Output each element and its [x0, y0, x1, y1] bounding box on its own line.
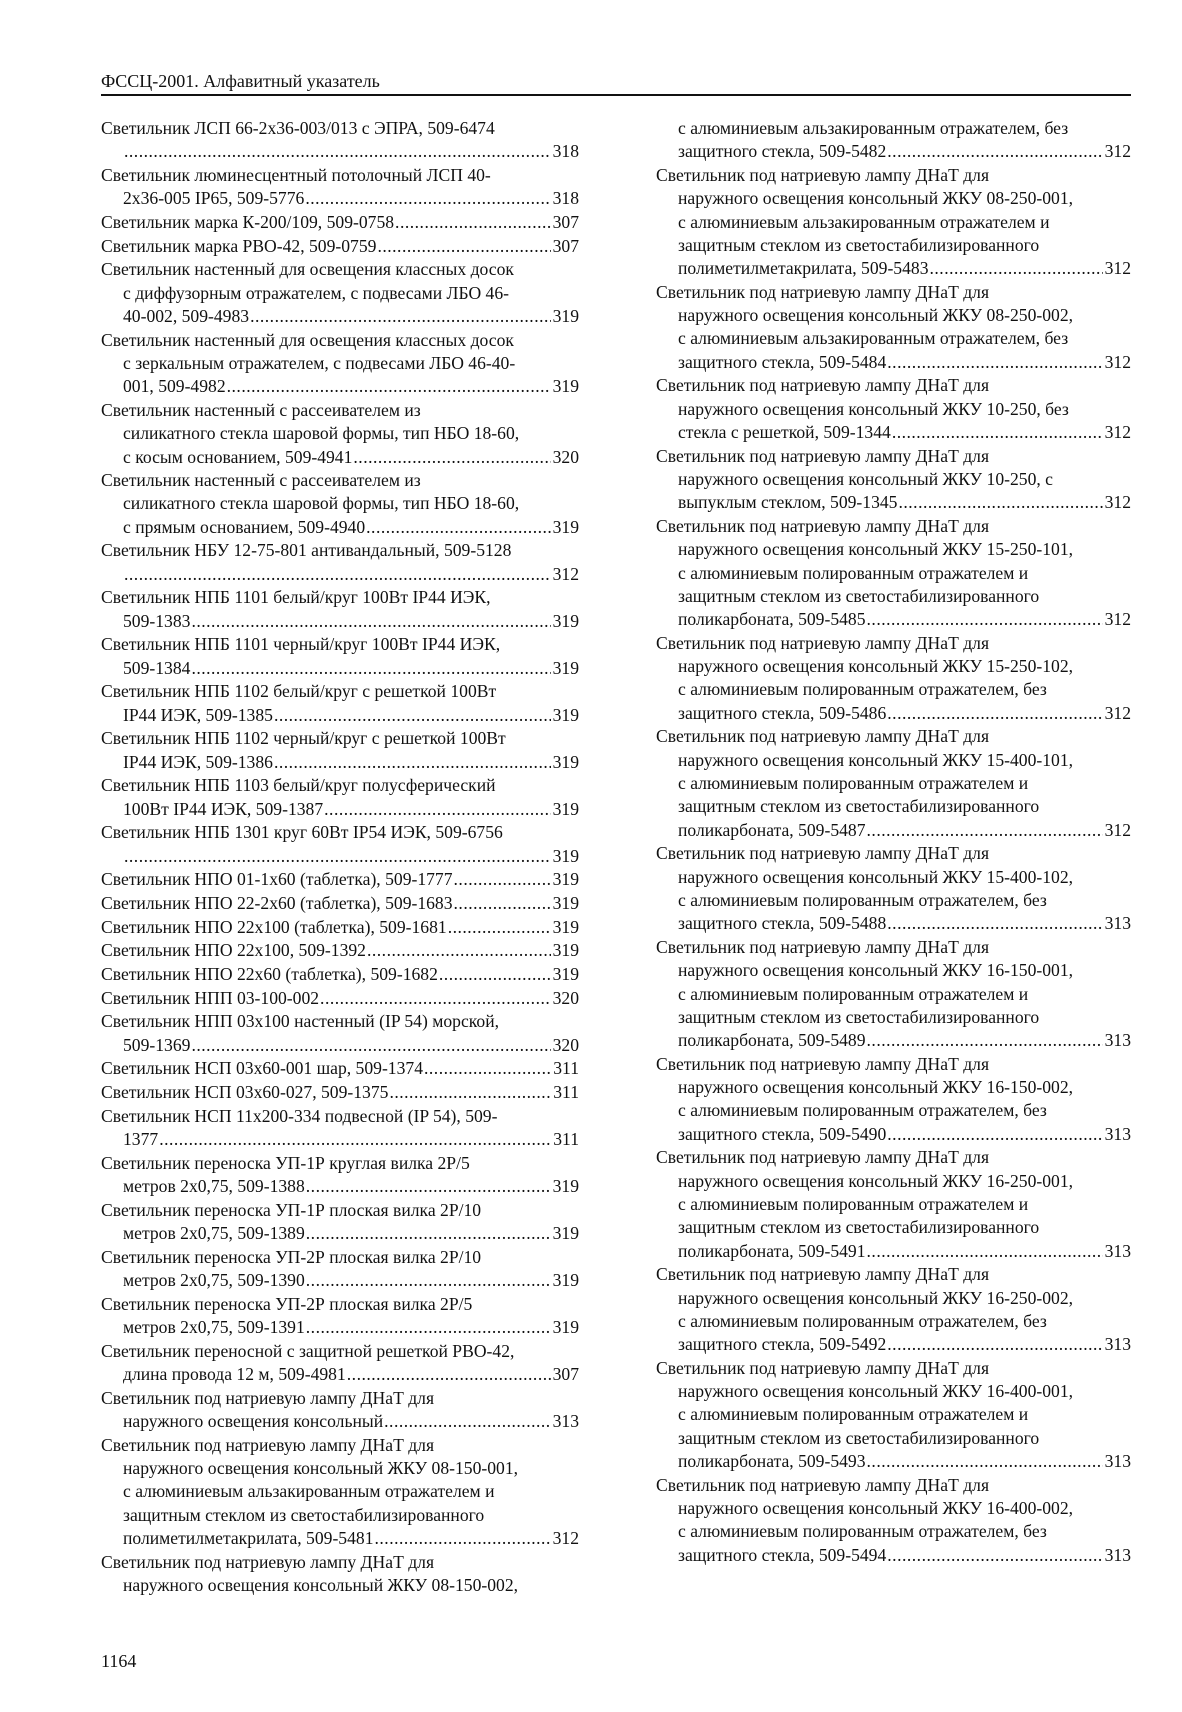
index-page-ref: 319	[552, 516, 579, 537]
index-entry	[656, 445, 1131, 515]
index-entry-text: с косым основанием, 509-4941	[123, 446, 353, 467]
index-entry-text: с диффузорным отражателем, с подвесами ЛБО 46-	[123, 282, 510, 303]
index-entry-text: силикатного стекла шаровой формы, тип НБО 18-60,	[123, 423, 520, 444]
index-entry-text: Светильник под натриевую лампу ДНаТ для	[101, 1434, 435, 1455]
index-page-ref: 319	[552, 1317, 579, 1338]
index-entry	[101, 1057, 579, 1080]
dot-leader	[124, 140, 551, 163]
index-entry-text: Светильник НПБ 1301 круг 60Вт IP54 ИЭК, 509-6756	[101, 822, 503, 843]
index-entry-text: Светильник под натриевую лампу ДНаТ для	[656, 1053, 990, 1074]
index-entry-text: защитным стеклом из светостабилизированного	[678, 585, 1040, 606]
index-page-ref: 319	[552, 704, 579, 725]
index-entry-text: Светильник НПО 22х100, 509-1392	[101, 940, 366, 961]
index-entry	[101, 258, 579, 328]
dot-leader	[887, 912, 1102, 935]
index-entry-text: Светильник переноска УП-2Р плоская вилка 2Р/10	[101, 1246, 482, 1267]
index-entry	[656, 842, 1131, 935]
dot-leader	[305, 187, 550, 210]
index-entry-text: защитного стекла, 509-5486	[678, 702, 887, 723]
index-entry-text: наружного освещения консольный ЖКУ 15-400-101,	[678, 749, 1074, 770]
index-entry	[101, 117, 579, 164]
dot-leader	[366, 516, 550, 539]
index-entry-text: наружного освещения консольный ЖКУ 16-250-002,	[678, 1287, 1074, 1308]
index-entry-text: Светильник под натриевую лампу ДНаТ для	[656, 516, 990, 536]
index-entry-text: защитным стеклом из светостабилизированного	[123, 1504, 485, 1525]
index-page-ref: 311	[553, 1058, 579, 1079]
index-entry-text: наружного освещения консольный ЖКУ 15-250-102,	[678, 656, 1074, 677]
index-entry	[656, 1053, 1131, 1146]
index-entry-text: защитным стеклом из светостабилизированного	[678, 234, 1040, 255]
index-entry	[101, 1199, 579, 1246]
index-entry-text: Светильник НСП 11х200-334 подвесной (IP 54), 509-	[101, 1105, 498, 1126]
index-entry-text: Светильник НСП 03х60-027, 509-1375	[101, 1082, 389, 1103]
dot-leader	[320, 987, 551, 1010]
index-page-ref: 319	[552, 1270, 579, 1291]
dot-leader	[274, 751, 551, 774]
index-entry-text: Светильник марка РВО-42, 509-0759	[101, 235, 377, 256]
index-entry	[101, 1246, 579, 1293]
index-entry	[101, 211, 579, 234]
index-entry	[101, 821, 579, 868]
dot-leader	[250, 305, 551, 328]
index-entry-text: поликарбоната, 509-5493	[678, 1451, 866, 1471]
index-entry-text: метров 2х0,75, 509-1390	[123, 1270, 305, 1291]
index-entry	[101, 1105, 579, 1152]
index-entry-text: Светильник НПО 22-2х60 (таблетка), 509-1683	[101, 893, 453, 914]
index-entry-text: длина провода 12 м, 509-4981	[123, 1364, 346, 1385]
dot-leader	[377, 235, 550, 258]
index-entry	[656, 725, 1131, 841]
index-entry-text: наружного освещения консольный ЖКУ 08-250-001,	[678, 188, 1074, 209]
index-page-ref: 320	[552, 987, 579, 1008]
index-entry	[101, 727, 579, 774]
dot-leader	[324, 798, 550, 821]
index-entry-text: 509-1384	[123, 657, 191, 678]
index-entry-text: защитным стеклом из светостабилизированного	[678, 1427, 1040, 1448]
index-page-ref: 312	[552, 563, 579, 584]
index-entry-text: наружного освещения консольный	[123, 1411, 384, 1432]
index-entry	[101, 680, 579, 727]
index-entry-text: Светильник под натриевую лампу ДНаТ для	[656, 445, 990, 466]
index-page-ref: 318	[552, 141, 579, 162]
index-entry	[101, 1387, 579, 1434]
dot-leader	[424, 1057, 551, 1080]
index-entry-text: 001, 509-4982	[123, 376, 226, 397]
index-page-ref: 313	[1104, 1123, 1131, 1144]
index-entry	[101, 868, 579, 891]
index-entry-text: метров 2х0,75, 509-1391	[123, 1317, 305, 1338]
index-entry-text: Светильник переноска УП-1Р круглая вилка 2Р/5	[101, 1152, 470, 1173]
index-entry-text: Светильник ЛСП 66-2х36-003/013 с ЭПРА, 509-6474	[101, 118, 495, 138]
index-entry-text: Светильник НСП 03х60-001 шар, 509-1374	[101, 1058, 423, 1079]
index-entry-text: наружного освещения консольный ЖКУ 16-400-001,	[678, 1381, 1074, 1402]
index-entry-text: Светильник НПП 03х100 настенный (IP 54) морской,	[101, 1011, 500, 1032]
index-entry-text: с алюминиевым полированным отражателем и	[678, 562, 1029, 583]
dot-leader	[353, 446, 550, 469]
index-entry-text: Светильник настенный с рассеивателем из	[101, 399, 421, 420]
index-entry	[656, 281, 1131, 374]
index-entry-text: с алюминиевым полированным отражателем и	[678, 1404, 1029, 1425]
dot-leader	[274, 704, 551, 727]
index-page-ref: 307	[552, 1364, 579, 1385]
index-entry-text: 40-002, 509-4983	[123, 305, 250, 326]
index-entry-text: с алюминиевым альзакированным отражателем, без	[678, 328, 1069, 349]
dot-leader	[887, 1333, 1102, 1356]
index-page-ref: 319	[552, 869, 579, 890]
index-entry-text: защитным стеклом из светостабилизированного	[678, 1006, 1040, 1027]
index-entry-text: поликарбоната, 509-5485	[678, 609, 866, 630]
index-page-ref: 313	[552, 1411, 579, 1432]
index-page-ref: 307	[552, 235, 579, 256]
dot-leader	[306, 1175, 551, 1198]
dot-leader	[454, 892, 551, 915]
index-entry	[101, 1152, 579, 1199]
index-entry-text: Светильник под натриевую лампу ДНаТ для	[656, 1474, 990, 1495]
dot-leader	[867, 1240, 1103, 1263]
index-entry	[656, 936, 1131, 1052]
dot-leader	[930, 257, 1103, 280]
dot-leader	[124, 563, 551, 586]
index-entry-text: Светильник настенный для освещения классных досок	[101, 329, 514, 350]
index-page-ref: 312	[1104, 422, 1131, 443]
index-entry-text: Светильник НПБ 1103 белый/круг полусферический	[101, 775, 496, 796]
index-entry-text: 509-1383	[123, 610, 191, 631]
index-entry-text: поликарбоната, 509-5489	[678, 1030, 866, 1051]
index-entry-text: защитным стеклом из светостабилизированного	[678, 1217, 1040, 1238]
index-entry	[656, 1474, 1131, 1567]
index-entry-text: 509-1369	[123, 1034, 191, 1055]
index-page-ref: 319	[552, 657, 579, 678]
index-page-ref: 312	[1104, 351, 1131, 372]
index-entry	[656, 515, 1131, 631]
index-entry-text: с алюминиевым полированным отражателем и	[678, 773, 1029, 794]
index-page-ref: 313	[1104, 1544, 1131, 1565]
index-entry-text: Светильник под натриевую лампу ДНаТ для	[656, 375, 990, 396]
index-page-ref: 319	[552, 845, 579, 866]
index-entry	[101, 1293, 579, 1340]
index-entry	[101, 235, 579, 258]
index-page-ref: 320	[552, 1034, 579, 1055]
index-entry-text: защитного стекла, 509-5488	[678, 913, 887, 934]
index-entry-text: наружного освещения консольный ЖКУ 08-150-001,	[123, 1458, 519, 1479]
index-entry	[101, 963, 579, 986]
index-entry	[101, 987, 579, 1010]
index-page-ref: 313	[1104, 913, 1131, 934]
index-entry	[656, 117, 1131, 164]
index-entry-text: защитного стекла, 509-5490	[678, 1123, 887, 1144]
index-entry-text: наружного освещения консольный ЖКУ 15-250-101,	[678, 539, 1074, 560]
index-entry-text: IP44 ИЭК, 509-1385	[123, 704, 273, 725]
index-entry-text: IP44 ИЭК, 509-1386	[123, 751, 273, 772]
dot-leader	[306, 1316, 551, 1339]
index-entry-text: защитного стекла, 509-5484	[678, 351, 887, 372]
index-page-ref: 312	[1104, 141, 1131, 162]
index-entry-text: наружного освещения консольный ЖКУ 08-150-002,	[123, 1574, 519, 1595]
index-page-ref: 319	[552, 940, 579, 961]
dot-leader	[306, 1269, 551, 1292]
index-page-ref: 319	[552, 376, 579, 397]
dot-leader	[867, 1450, 1103, 1473]
index-entry	[656, 632, 1131, 725]
index-entry-text: Светильник под натриевую лампу ДНаТ для	[656, 843, 990, 864]
index-page-ref: 319	[552, 1176, 579, 1197]
index-page-ref: 318	[552, 188, 579, 209]
index-page-ref: 319	[552, 964, 579, 985]
index-entry-text: наружного освещения консольный ЖКУ 16-150-001,	[678, 960, 1074, 981]
index-entry	[101, 633, 579, 680]
index-page-ref: 312	[1104, 258, 1131, 279]
index-entry-text: Светильник НПБ 1101 белый/круг 100Вт IP44 ИЭК,	[101, 587, 491, 608]
index-entry-text: защитного стекла, 509-5494	[678, 1544, 887, 1565]
index-entry-text: Светильник НПБ 1102 белый/круг с решеткой 100Вт	[101, 681, 497, 702]
index-page-ref: 319	[552, 305, 579, 326]
dot-leader	[384, 1410, 550, 1433]
index-entry-text: Светильник НБУ 12-75-801 антивандальный, 509-5128	[101, 540, 512, 561]
dot-leader	[867, 819, 1103, 842]
index-entry-text: защитным стеклом из светостабилизированного	[678, 796, 1040, 817]
index-page-ref: 313	[1104, 1240, 1131, 1261]
index-entry	[101, 399, 579, 469]
index-entry-text: с алюминиевым полированным отражателем, без	[678, 1310, 1047, 1331]
index-entry-text: с алюминиевым полированным отражателем, без	[678, 1100, 1047, 1121]
index-entry	[101, 1081, 579, 1104]
index-page-ref: 319	[552, 751, 579, 772]
index-entry-text: с алюминиевым альзакированным отражателем и	[123, 1481, 495, 1502]
index-page-ref: 319	[552, 916, 579, 937]
dot-leader	[367, 939, 551, 962]
index-entry-text: Светильник под натриевую лампу ДНаТ для	[656, 164, 990, 185]
index-page-ref: 320	[552, 446, 579, 467]
index-entry-text: наружного освещения консольный ЖКУ 10-250, без	[678, 398, 1069, 419]
dot-leader	[389, 1081, 551, 1104]
index-entry	[101, 774, 579, 821]
index-entry-text: с алюминиевым полированным отражателем, без	[678, 679, 1047, 700]
index-entry-text: Светильник под натриевую лампу ДНаТ для	[656, 1147, 990, 1168]
index-entry	[101, 329, 579, 399]
index-entry-text: полиметилметакрилата, 509-5481	[123, 1527, 374, 1548]
index-entry-text: с алюминиевым альзакированным отражателем и	[678, 211, 1050, 232]
index-entry-text: Светильник под натриевую лампу ДНаТ для	[656, 726, 990, 747]
index-entry-text: Светильник под натриевую лампу ДНаТ для	[656, 1264, 990, 1285]
index-page-ref: 313	[1104, 1030, 1131, 1051]
index-page-ref: 311	[553, 1129, 579, 1150]
header-rule	[101, 94, 1131, 96]
index-entry	[101, 539, 579, 586]
index-entry-text: наружного освещения консольный ЖКУ 08-250-002,	[678, 305, 1074, 326]
index-entry	[101, 1434, 579, 1550]
index-entry-text: Светильник марка К-200/109, 509-0758	[101, 211, 395, 232]
index-column-left	[101, 117, 579, 1598]
index-entry-text: с зеркальным отражателем, с подвесами ЛБО 46-40-	[123, 352, 516, 373]
dot-leader	[867, 608, 1103, 631]
dot-leader	[227, 375, 551, 398]
index-entry-text: Светильник переноска УП-2Р плоская вилка 2Р/5	[101, 1293, 473, 1314]
index-page-ref: 313	[1104, 1451, 1131, 1471]
dot-leader	[887, 351, 1102, 374]
dot-leader	[887, 140, 1102, 163]
index-entry-text: полиметилметакрилата, 509-5483	[678, 258, 929, 279]
dot-leader	[124, 845, 551, 868]
index-entry-text: наружного освещения консольный ЖКУ 16-250-001,	[678, 1170, 1074, 1191]
index-entry-text: Светильник переноска УП-1Р плоская вилка 2Р/10	[101, 1199, 482, 1220]
dot-leader	[191, 657, 550, 680]
index-entry-text: Светильник люминесцентный потолочный ЛСП 40-	[101, 164, 491, 185]
index-entry	[101, 916, 579, 939]
dot-leader	[439, 963, 551, 986]
index-entry	[656, 1146, 1131, 1262]
index-entry-text: с алюминиевым полированным отражателем и	[678, 1193, 1029, 1214]
index-page-ref: 312	[1104, 819, 1131, 840]
dot-leader	[887, 1544, 1102, 1567]
running-header: ФССЦ-2001. Алфавитный указатель	[101, 71, 380, 91]
index-entry-text: наружного освещения консольный ЖКУ 16-400-002,	[678, 1497, 1074, 1518]
index-entry	[101, 892, 579, 915]
index-entry	[101, 586, 579, 633]
index-entry	[101, 939, 579, 962]
page-number: 1164	[101, 1651, 137, 1671]
index-entry-text: защитного стекла, 509-5482	[678, 141, 887, 162]
dot-leader	[887, 702, 1102, 725]
index-entry-text: Светильник под натриевую лампу ДНаТ для	[656, 1357, 990, 1378]
index-entry-text: наружного освещения консольный ЖКУ 10-250, с	[678, 469, 1053, 490]
index-page-ref: 319	[552, 610, 579, 631]
index-page-ref: 319	[552, 1223, 579, 1244]
dot-leader	[454, 868, 551, 891]
index-entry-text: метров 2х0,75, 509-1389	[123, 1223, 305, 1244]
index-page-ref: 313	[1104, 1334, 1131, 1355]
index-page-ref: 312	[1104, 702, 1131, 723]
dot-leader	[448, 916, 551, 939]
index-entry-text: выпуклым стеклом, 509-1345	[678, 492, 898, 513]
index-entry-text: Светильник НПП 03-100-002	[101, 987, 320, 1008]
index-entry-text: Светильник НПО 01-1х60 (таблетка), 509-1777	[101, 869, 453, 890]
dot-leader	[191, 610, 550, 633]
dot-leader	[306, 1222, 551, 1245]
index-page-ref: 312	[1104, 492, 1131, 513]
index-entry-text: наружного освещения консольный ЖКУ 15-400-102,	[678, 866, 1074, 887]
index-page-ref: 319	[552, 893, 579, 914]
index-entry	[101, 164, 579, 211]
index-page-ref: 319	[552, 798, 579, 819]
index-entry	[101, 1340, 579, 1387]
index-entry-text: Светильник под натриевую лампу ДНаТ для	[101, 1551, 435, 1572]
index-page-ref: 311	[553, 1082, 579, 1103]
index-entry-text: поликарбоната, 509-5491	[678, 1240, 866, 1261]
index-column-right	[656, 117, 1131, 1567]
index-entry	[656, 164, 1131, 280]
index-entry-text: Светильник настенный с рассеивателем из	[101, 470, 421, 491]
index-entry-text: с алюминиевым полированным отражателем, без	[678, 1521, 1047, 1542]
index-entry	[101, 1010, 579, 1057]
dot-leader	[159, 1128, 551, 1151]
index-page-ref: 312	[1104, 609, 1131, 630]
index-entry-text: 2х36-005 IP65, 509-5776	[123, 188, 305, 209]
index-page-ref: 307	[552, 211, 579, 232]
index-entry	[656, 1263, 1131, 1356]
index-entry-text: Светильник под натриевую лампу ДНаТ для	[656, 936, 990, 957]
index-entry-text: Светильник переносной с защитной решеткой РВО-42,	[101, 1340, 515, 1361]
dot-leader	[892, 421, 1103, 444]
index-entry-text: Светильник под натриевую лампу ДНаТ для	[101, 1387, 435, 1408]
dot-leader	[347, 1363, 551, 1386]
index-entry	[101, 469, 579, 539]
dot-leader	[867, 1029, 1103, 1052]
index-entry-text: защитного стекла, 509-5492	[678, 1334, 887, 1355]
dot-leader	[395, 211, 551, 234]
index-entry-text: с прямым основанием, 509-4940	[123, 516, 366, 537]
index-entry-text: 100Вт IP44 ИЭК, 509-1387	[123, 798, 324, 819]
index-entry-text: Светильник под натриевую лампу ДНаТ для	[656, 281, 990, 302]
index-entry-text: поликарбоната, 509-5487	[678, 819, 866, 840]
dot-leader	[191, 1034, 550, 1057]
dot-leader	[375, 1527, 551, 1550]
dot-leader	[898, 491, 1102, 514]
index-entry-text: стекла с решеткой, 509-1344	[678, 422, 891, 443]
index-entry-text: с алюминиевым полированным отражателем, без	[678, 889, 1047, 910]
index-entry-text: Светильник настенный для освещения классных досок	[101, 259, 514, 280]
index-entry-text: Светильник НПО 22х60 (таблетка), 509-1682	[101, 964, 438, 985]
index-page-ref: 312	[552, 1527, 579, 1548]
index-entry-text: Светильник НПБ 1102 черный/круг с решеткой 100Вт	[101, 728, 506, 749]
index-entry-text: 1377	[123, 1129, 159, 1150]
index-entry-text: Светильник под натриевую лампу ДНаТ для	[656, 632, 990, 653]
index-entry-text: метров 2х0,75, 509-1388	[123, 1176, 305, 1197]
index-entry	[656, 374, 1131, 444]
index-entry-text: силикатного стекла шаровой формы, тип НБО 18-60,	[123, 493, 520, 514]
index-entry-text: с алюминиевым полированным отражателем и	[678, 983, 1029, 1004]
index-entry-text: с алюминиевым альзакированным отражателем, без	[678, 118, 1069, 138]
dot-leader	[887, 1123, 1102, 1146]
index-entry	[101, 1551, 579, 1598]
index-entry-text: наружного освещения консольный ЖКУ 16-150-002,	[678, 1077, 1074, 1098]
index-entry	[656, 1357, 1131, 1473]
index-entry-text: Светильник НПБ 1101 черный/круг 100Вт IP44 ИЭК,	[101, 634, 501, 655]
index-entry-text: Светильник НПО 22х100 (таблетка), 509-1681	[101, 916, 447, 937]
